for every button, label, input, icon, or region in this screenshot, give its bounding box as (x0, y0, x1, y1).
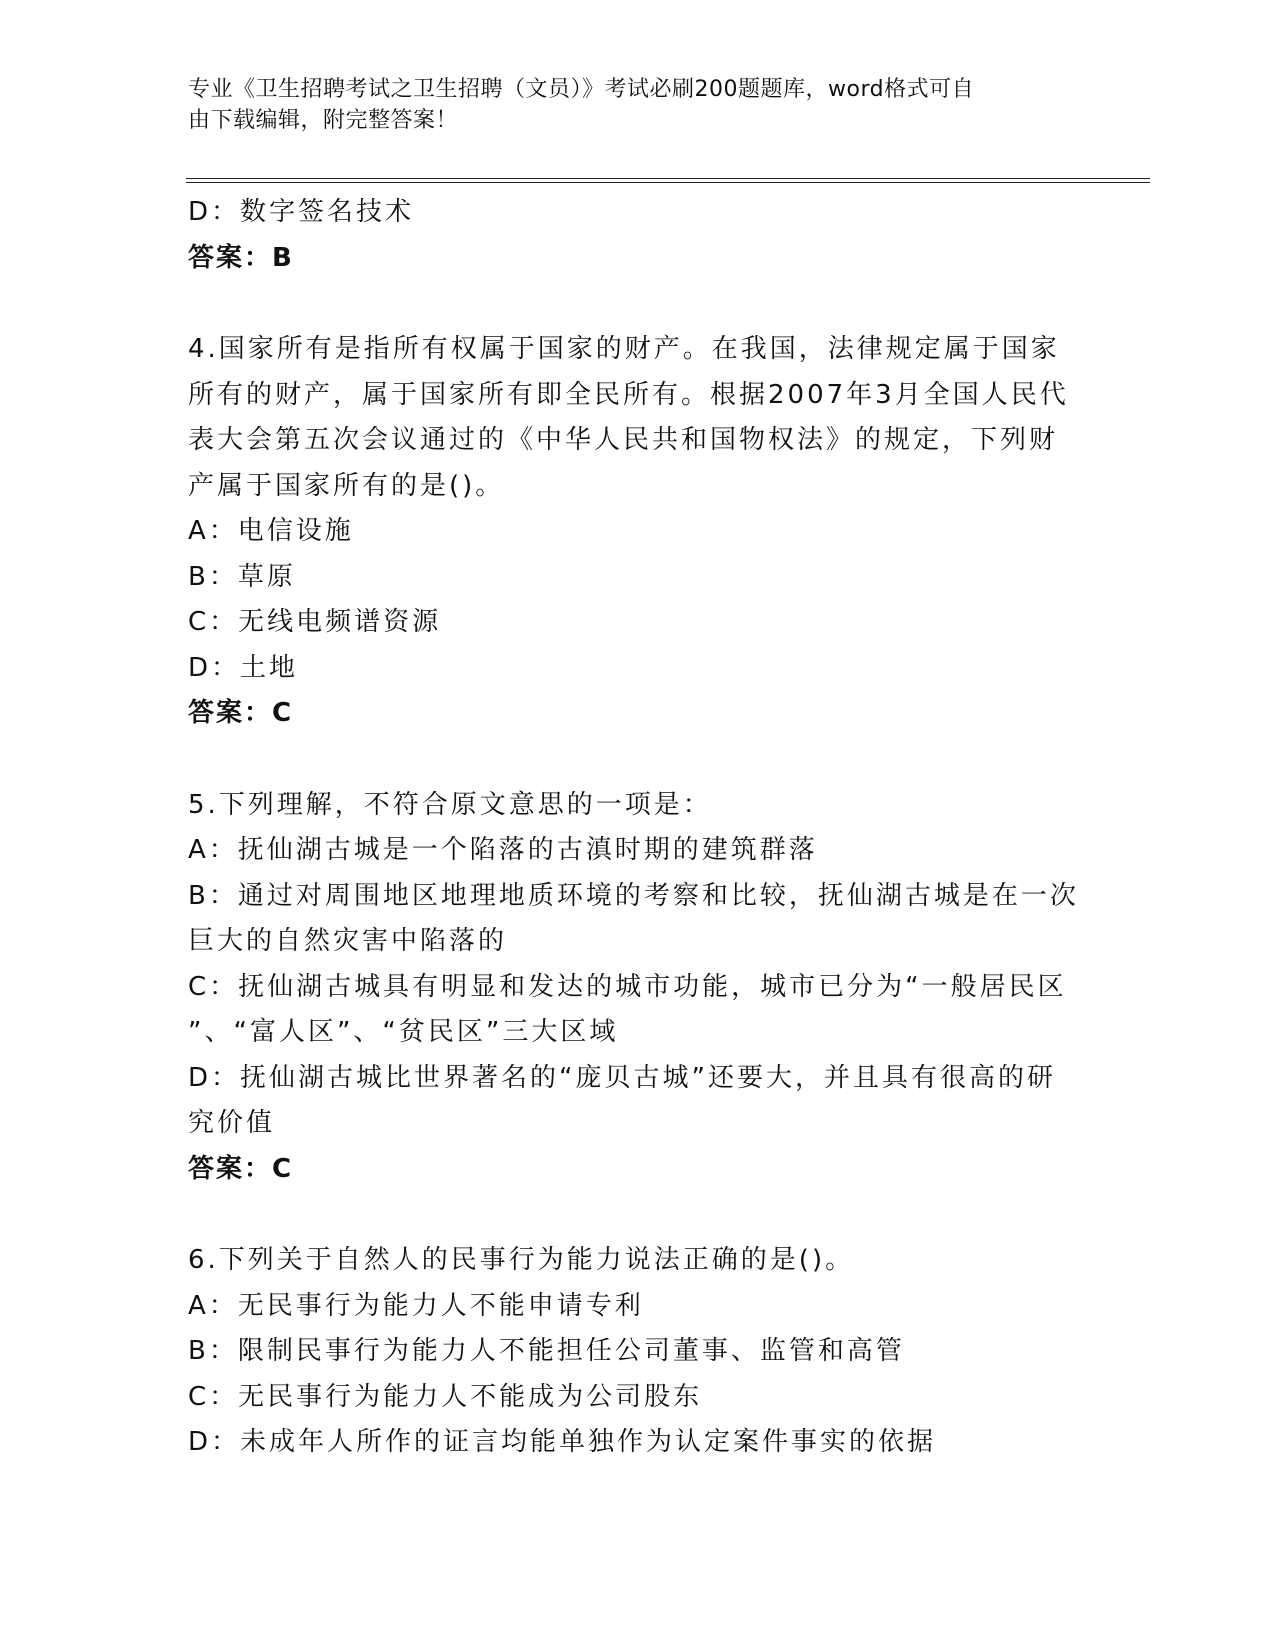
document-body (188, 190, 1079, 1466)
question-6-option-c: C：无民事行为能力人不能成为公司股东 (188, 1381, 703, 1412)
header-divider-top (186, 178, 1150, 179)
question-4-option-a: A：电信设施 (188, 516, 354, 546)
spacer (188, 1192, 1068, 1238)
prev-option-d: D：数字签名技术 (188, 197, 415, 227)
question-5-option-c-line-1: C：抚仙湖古城具有明显和发达的城市功能，城市已分为“一般居民区 (188, 971, 1067, 1002)
question-5-option-d-line-1: D：抚仙湖古城比世界著名的“庞贝古城”还要大，并且具有很高的研 (188, 1062, 1056, 1093)
question-4-stem-line-2: 所有的财产，属于国家所有即全民所有。根据2007年3月全国人民代 (188, 379, 1069, 410)
question-6-stem: 6.下列关于自然人的民事行为能力说法正确的是()。 (188, 1245, 855, 1275)
question-4-answer: 答案：C (188, 698, 294, 728)
question-6 (188, 1238, 1068, 1466)
question-4-stem-line-1: 4.国家所有是指所有权属于国家的财产。在我国，法律规定属于国家 (188, 334, 1060, 364)
question-5-option-c-line-2: ”、“富人区”、“贫民区”三大区域 (188, 1017, 619, 1047)
document-header (188, 74, 1068, 136)
header-divider-bottom (186, 182, 1150, 183)
spacer (188, 737, 1068, 783)
question-5-answer: 答案：C (188, 1153, 294, 1184)
question-4-option-d: D：土地 (188, 652, 299, 683)
question-4-option-c: C：无线电频谱资源 (188, 607, 442, 637)
question-6-option-d: D：未成年人所作的证言均能单独作为认定案件事实的依据 (188, 1427, 937, 1457)
question-5-option-d-line-2: 究价值 (188, 1108, 276, 1138)
question-4 (188, 327, 1068, 737)
question-6-option-a: A：无民事行为能力人不能申请专利 (188, 1290, 644, 1321)
question-4-option-b: B：草原 (188, 561, 296, 592)
question-5-option-b-line-1: B：通过对周围地区地理地质环境的考察和比较，抚仙湖古城是在一次 (188, 880, 1079, 911)
spacer (188, 281, 1068, 327)
question-5-stem: 5.下列理解，不符合原文意思的一项是： (188, 789, 712, 820)
question-4-stem-line-4: 产属于国家所有的是()。 (188, 470, 505, 501)
prev-answer: 答案：B (188, 242, 294, 273)
header-line-1: 专业《卫生招聘考试之卫生招聘（文员）》考试必刷200题题库，word格式可自 (188, 77, 975, 102)
question-4-stem-line-3: 表大会第五次会议通过的《中华人民共和国物权法》的规定，下列财 (188, 425, 1059, 455)
question-5-option-a: A：抚仙湖古城是一个陷落的古滇时期的建筑群落 (188, 835, 818, 865)
header-line-2: 由下载编辑，附完整答案！ (188, 108, 459, 133)
question-6-option-b: B：限制民事行为能力人不能担任公司董事、监管和高管 (188, 1336, 905, 1366)
question-5 (188, 783, 1079, 1193)
question-5-option-b-line-2: 巨大的自然灾害中陷落的 (188, 926, 508, 956)
